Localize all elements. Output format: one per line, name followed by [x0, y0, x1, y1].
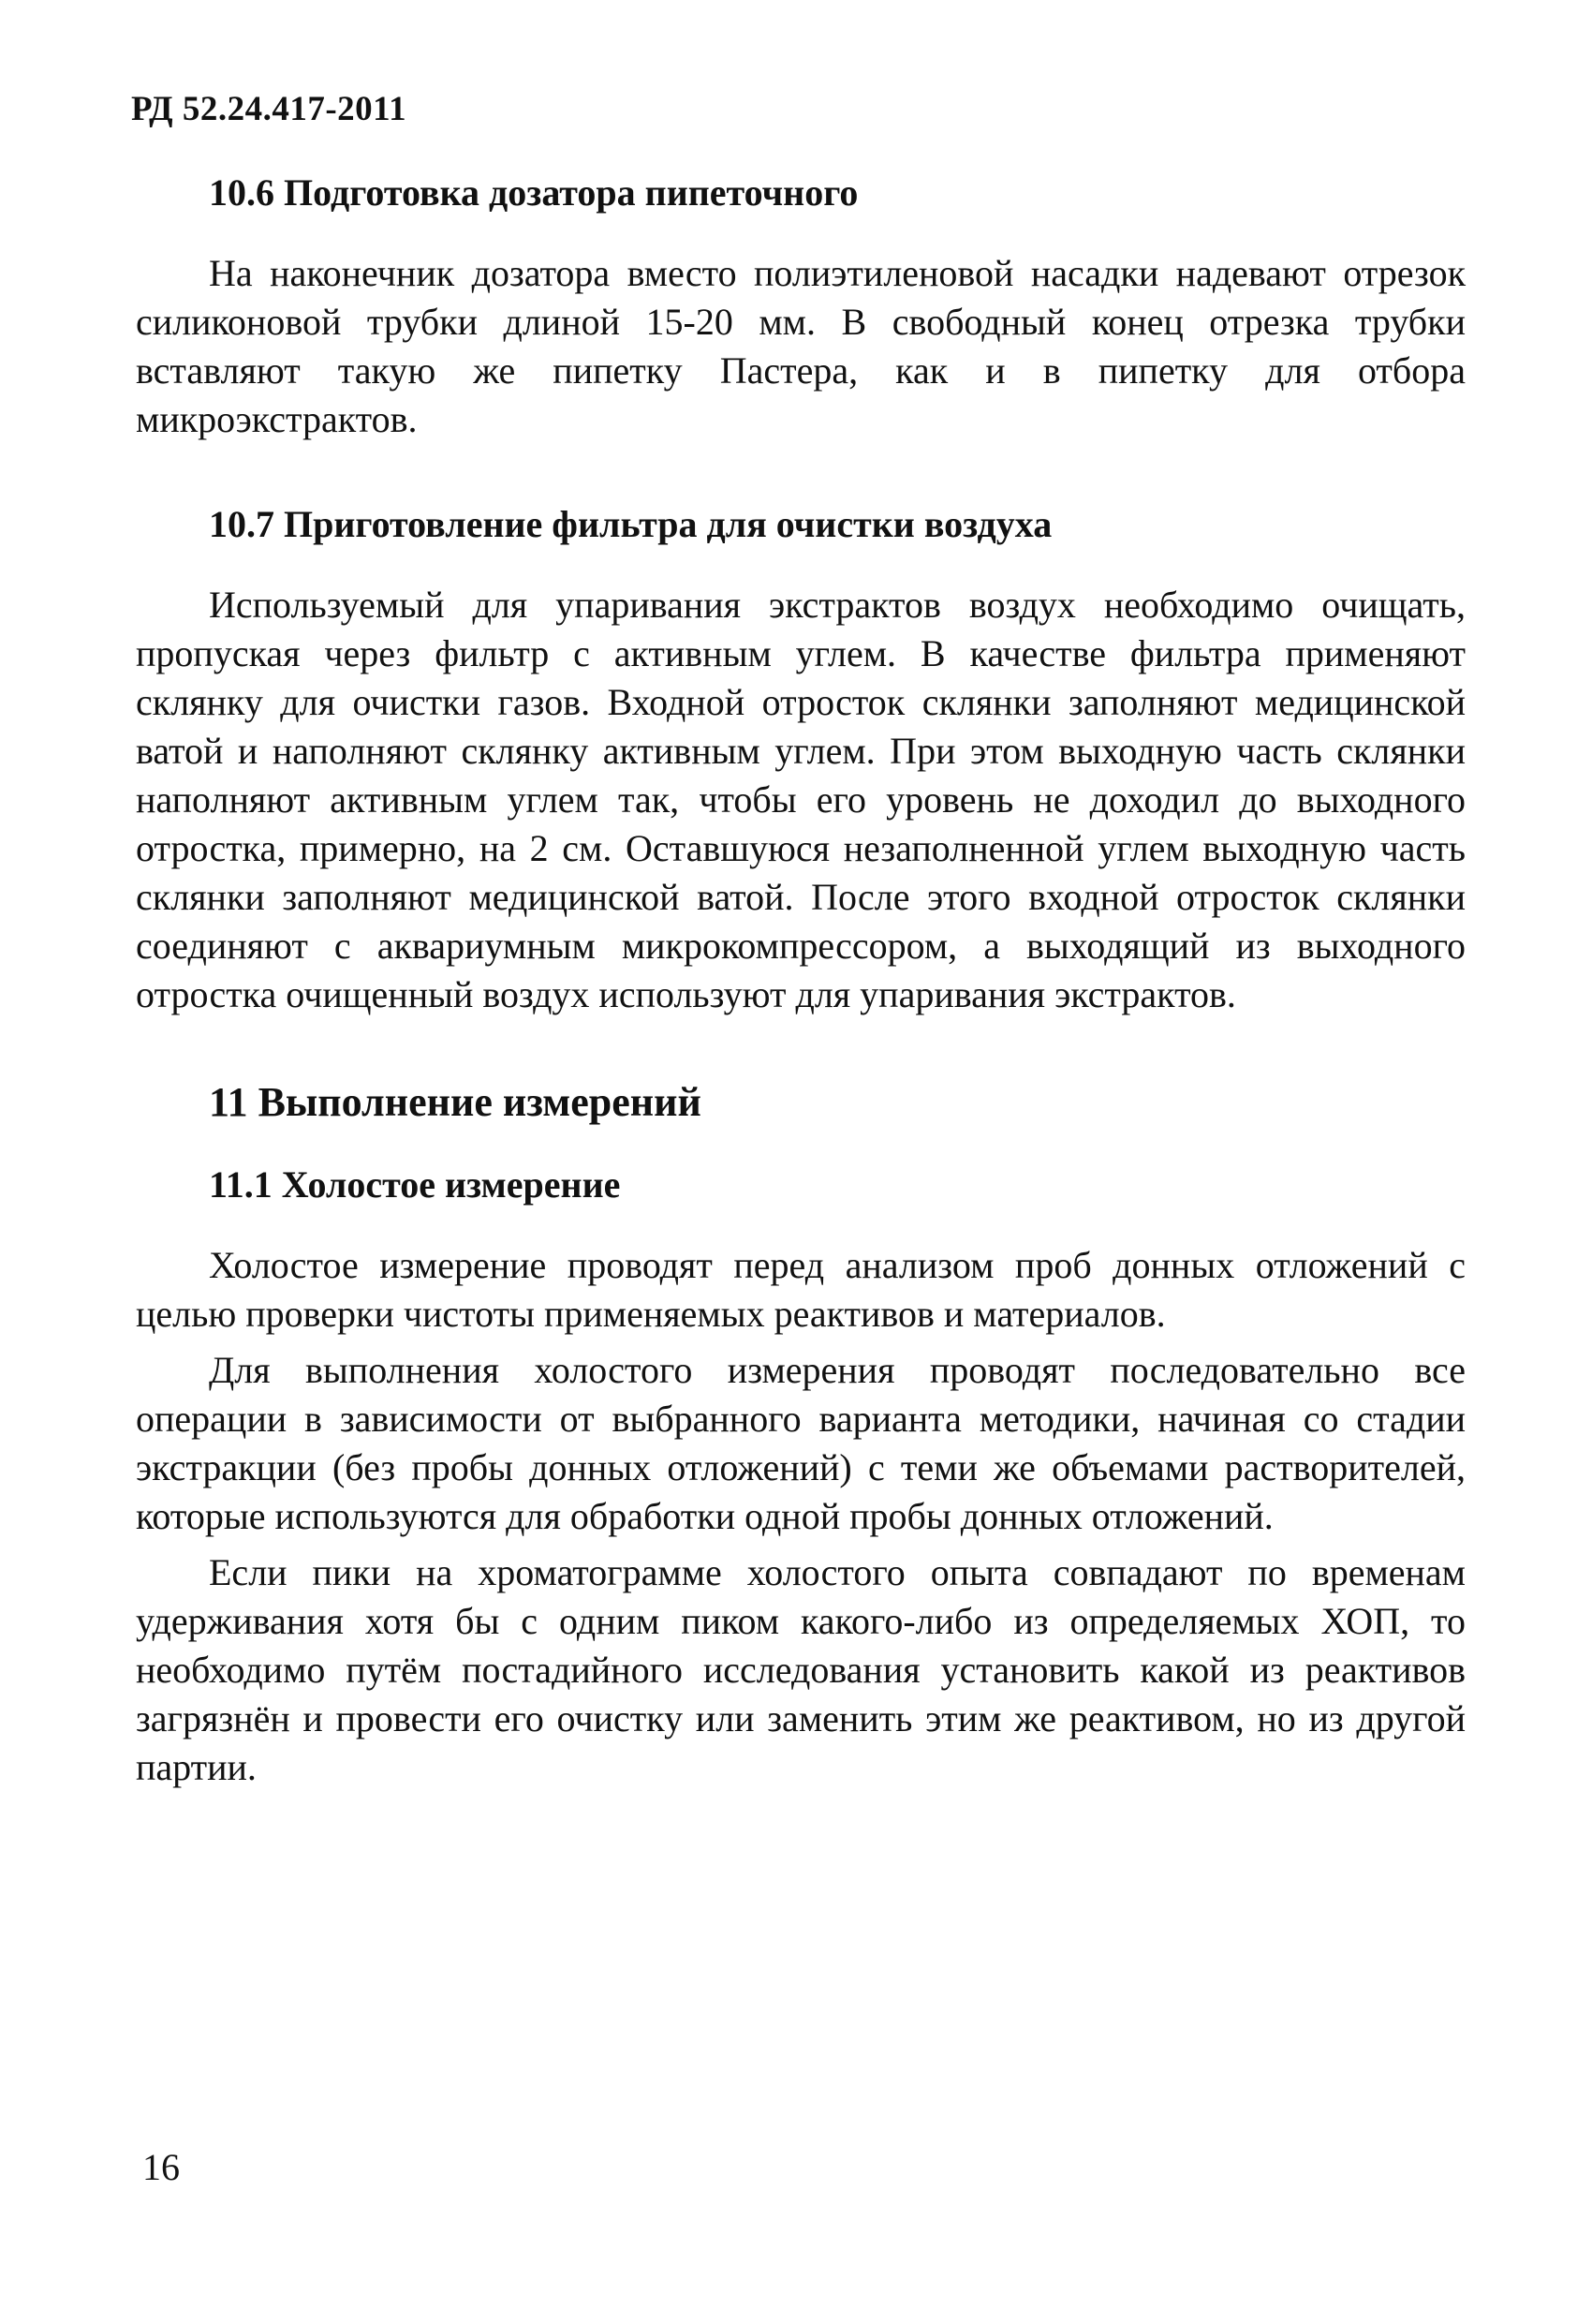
section-11-1-paragraph-1: Холостое измерение проводят перед анализом проб донных отложений с целью проверки чистоты применяемых реактивов и материалов. [136, 1244, 1466, 1336]
section-11-1-paragraph-2: Для выполнения холостого измерения проводят последовательно все операции в зависимости от выбранного варианта методики, начиная со стадии экстракции (без пробы донных отложений) с теми же объемами растворителей, которые используются для обработки одной пробы донных отложений. [136, 1349, 1466, 1538]
document-code: РД 52.24.417-2011 [131, 90, 407, 128]
section-10-6-paragraph: На наконечник дозатора вместо полиэтиленовой насадки надевают отрезок силиконовой трубки длиной 15-20 мм. В свободный конец отрезка трубки вставляют такую же пипетку Пастера, как и в пипетку для отбора микроэкстрактов. [136, 252, 1466, 440]
section-10-7-title: 10.7 Приготовление фильтра для очистки воздуха [209, 503, 1053, 545]
section-11-1-title: 11.1 Холостое измерение [209, 1163, 621, 1206]
document-body [136, 169, 1466, 1792]
section-10-7-paragraph: Используемый для упаривания экстрактов воздух необходимо очищать, пропуская через фильтр с активным углем. В качестве фильтра применяют склянку для очистки газов. Входной отросток склянки заполняют медицинской ватой и наполняют склянку активным углем. При этом выходную часть склянки наполняют активным углем так, чтобы его уровень не доходил до выходного отростка, примерно, на 2 см. Оставшуюся незаполненной углем выходную часть склянки заполняют медицинской ватой. После этого входной отросток склянки соединяют с аквариумным микрокомпрессором, а выходящий из выходного отростка очищенный воздух используют для упаривания экстрактов. [136, 584, 1466, 1015]
section-10-6-title: 10.6 Подготовка дозатора пипеточного [209, 171, 859, 214]
section-11-title: 11 Выполнение измерений [209, 1079, 701, 1125]
page-number: 16 [142, 2146, 180, 2188]
section-11-1-paragraph-3: Если пики на хроматограмме холостого опыта совпадают по временам удерживания хотя бы с одним пиком какого-либо из определяемых ХОП, то необходимо путём постадийного исследования установить какой из реактивов загрязнён и провести его очистку или заменить этим же реактивом, но из другой партии. [136, 1551, 1466, 1789]
